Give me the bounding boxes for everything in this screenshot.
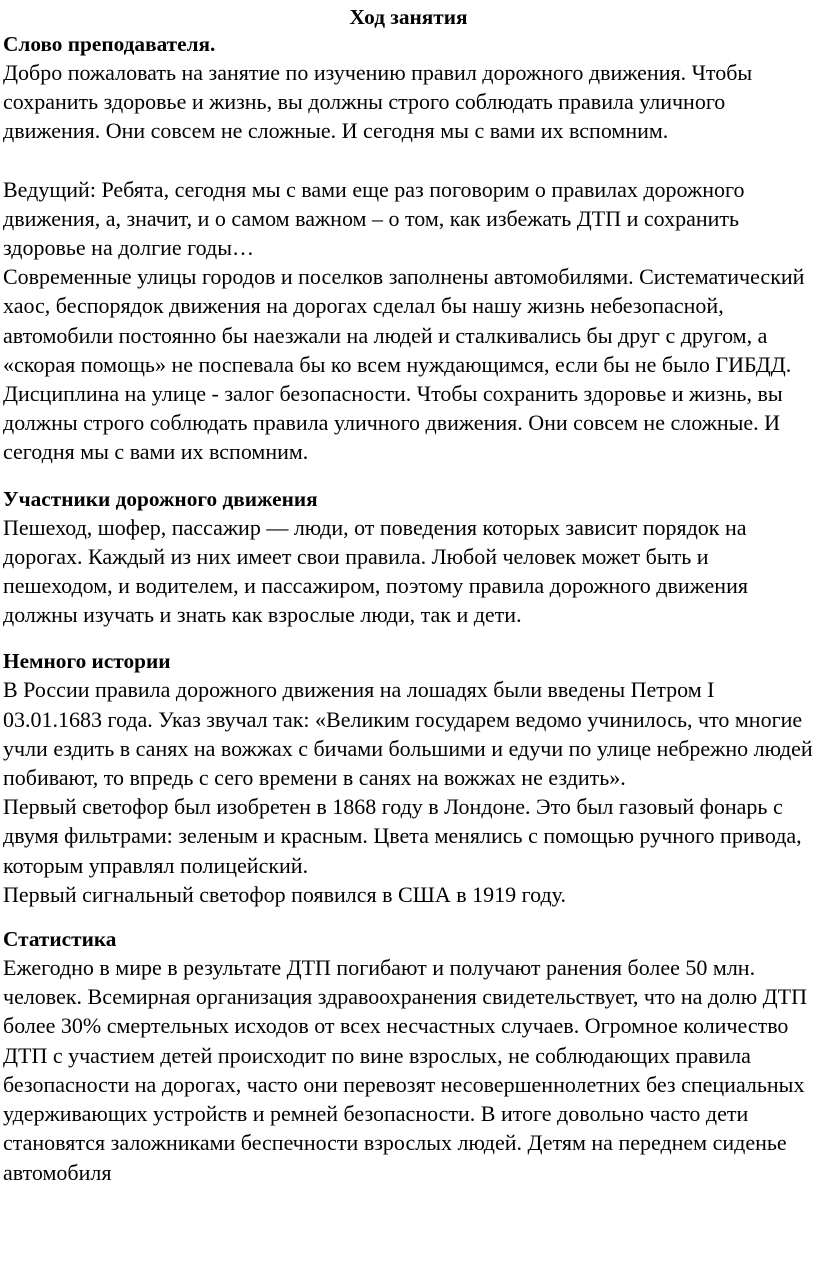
host-section <box>3 175 814 467</box>
history-paragraph: Первый сигнальный светофор появился в США в 1919 году. <box>3 881 566 907</box>
statistics-heading: Статистика <box>3 927 117 952</box>
history-paragraph: Первый светофор был изобретен в 1868 году в Лондоне. Это был газовый фонарь с двумя фильтрами: зеленым и красным. Цвета менялись с помощью ручного привода, которым управлял полицейский. <box>3 794 802 878</box>
host-paragraph: Современные улицы городов и поселков заполнены автомобилями. Систематический хаос, беспорядок движения на дорогах сделал бы нашу жизнь небезопасной, автомобили постоянно бы наезжали на людей и сталкивались бы друг с другом, а «скорая помощь» не поспевала бы ко всем нуждающимся, если бы не было ГИБДД. <box>3 264 805 377</box>
intro-section <box>3 31 814 146</box>
document-title: Ход занятия <box>349 5 468 29</box>
intro-paragraph: Добро пожаловать на занятие по изучению правил дорожного движения. Чтобы сохранить здоровье и жизнь, вы должны строго соблюдать правила уличного движения. Они совсем не сложные. И сегодня мы с вами их вспомним. <box>3 60 753 144</box>
history-heading: Немного истории <box>3 649 171 674</box>
statistics-paragraph: Ежегодно в мире в результате ДТП погибают и получают ранения более 50 млн. человек. Всемирная организация здравоохранения свидетельствует, что на долю ДТП более 30% смертельных исходов от всех несчастных случаев. Огромное количество ДТП с участием детей происходит по вине взрослых, не соблюдающих правила безопасности на дорогах, часто они перевозят несовершеннолетних без специальных удерживающих устройств и ремней безопасности. В итоге довольно часто дети становятся заложниками беспечности взрослых людей. Детям на переднем сиденье автомобиля <box>3 955 808 1185</box>
intro-heading: Слово преподавателя. <box>3 32 216 56</box>
participants-section <box>3 486 814 630</box>
history-section <box>3 648 814 909</box>
history-paragraph: В России правила дорожного движения на лошадях были введены Петром I 03.01.1683 года. Указ звучал так: «Великим государем ведомо учинилось, что многие учли ездить в санях на вожжах с бичами большими и едучи по улице небрежно людей побивают, то впредь с сего времени в санях на вожжах не ездить». <box>3 677 813 791</box>
blank-line <box>3 629 814 648</box>
host-paragraph: Дисциплина на улице - залог безопасности. Чтобы сохранить здоровье и жизнь, вы должны строго соблюдать правила уличного движения. Они совсем не сложные. И сегодня мы с вами их вспомним. <box>3 381 783 465</box>
blank-line <box>3 146 814 175</box>
participants-heading: Участники дорожного движения <box>3 486 318 511</box>
statistics-section <box>3 926 814 1187</box>
blank-line <box>3 909 814 926</box>
blank-line <box>3 467 814 486</box>
participants-paragraph: Пешеход, шофер, пассажир — люди, от поведения которых зависит порядок на дорогах. Каждый из них имеет свои правила. Любой человек может быть и пешеходом, и водителем, и пассажиром, поэтому правила дорожного движения должны изучать и знать как взрослые люди, так и дети. <box>3 514 748 628</box>
host-paragraph: Ведущий: Ребята, сегодня мы с вами еще раз поговорим о правилах дорожного движения, а, значит, и о самом важном – о том, как избежать ДТП и сохранить здоровье на долгие годы… <box>3 176 745 261</box>
